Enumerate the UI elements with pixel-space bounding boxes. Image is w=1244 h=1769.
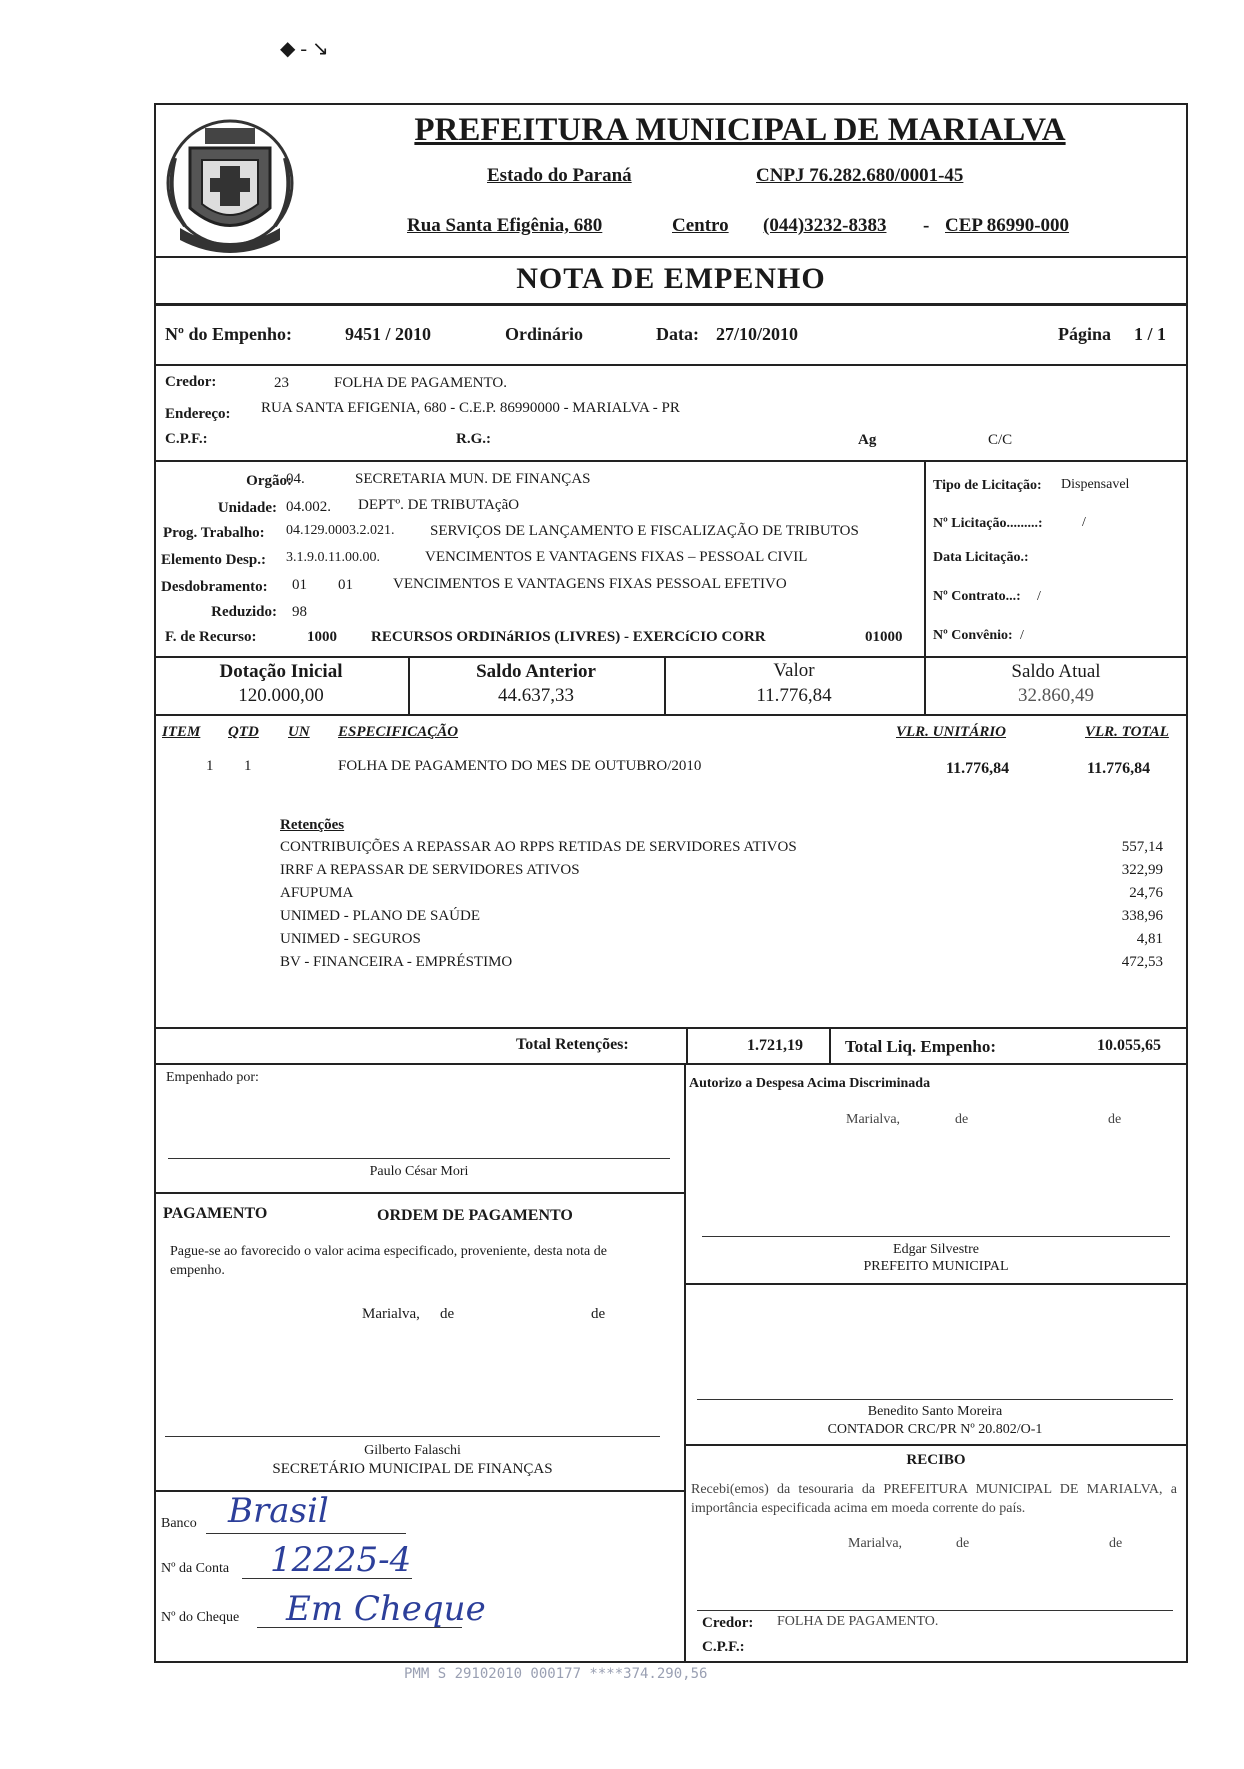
recibo-de-2: de xyxy=(1109,1536,1123,1551)
retencao-desc: IRRF A REPASSAR DE SERVIDORES ATIVOS xyxy=(280,862,580,878)
contrato-value: / xyxy=(1037,589,1041,604)
totals-top-line xyxy=(154,1027,1188,1029)
items-header-item: ITEM xyxy=(162,724,201,740)
recibo-title: RECIBO xyxy=(906,1452,966,1468)
recurso-code: 1000 xyxy=(307,629,337,645)
cheque-line xyxy=(257,1627,462,1628)
autorizo-place: Marialva, xyxy=(846,1112,901,1127)
recibo-de-1: de xyxy=(956,1536,970,1551)
empenho-page-label: Página xyxy=(1058,324,1112,344)
credor-address: RUA SANTA EFIGENIA, 680 - C.E.P. 86990000 - MARIALVA - PR xyxy=(261,400,680,416)
recibo-signature-line xyxy=(697,1610,1173,1611)
ordem-pagamento-label: ORDEM DE PAGAMENTO xyxy=(377,1207,573,1224)
elemento-label: Elemento Desp.: xyxy=(161,552,266,568)
pagamento-de-2: de xyxy=(591,1306,606,1322)
header-district: Centro xyxy=(672,215,729,236)
credor-code: 23 xyxy=(274,375,289,391)
convenio-value: / xyxy=(1020,628,1024,643)
reduzido-label: Reduzido: xyxy=(211,604,277,620)
valor-value: 11.776,84 xyxy=(756,685,832,706)
saldo-atual-label: Saldo Atual xyxy=(1011,661,1101,682)
empenhado-signature-line xyxy=(168,1158,670,1159)
retencao-desc: BV - FINANCEIRA - EMPRÉSTIMO xyxy=(280,954,513,970)
saldo-anterior-label: Saldo Anterior xyxy=(476,661,596,682)
header-state: Estado do Paraná xyxy=(487,165,632,186)
header-title: PREFEITURA MUNICIPAL DE MARIALVA xyxy=(414,112,1066,148)
prefeito-block-line xyxy=(684,1283,1188,1285)
prefeito-title: PREFEITO MUNICIPAL xyxy=(863,1259,1009,1274)
cc-label: C/C xyxy=(988,432,1013,448)
empenho-number-label: Nº do Empenho: xyxy=(165,324,292,344)
saldo-anterior-value: 44.637,33 xyxy=(498,685,574,706)
desdobramento-code1: 01 xyxy=(292,577,307,593)
licitacao-number-label: Nº Licitação.........: xyxy=(933,516,1043,531)
item-unit-price: 11.776,84 xyxy=(946,760,1010,777)
items-header-un: UN xyxy=(288,724,310,740)
total-liquido-value: 10.055,65 xyxy=(1097,1037,1161,1054)
credor-label: Credor: xyxy=(165,374,217,390)
empenho-page: 1 / 1 xyxy=(1134,324,1167,344)
prog-code: 04.129.0003.2.021. xyxy=(286,523,395,538)
secretario-signature-line xyxy=(165,1436,660,1437)
licitacao-number: / xyxy=(1082,515,1086,530)
cpf-label: C.P.F.: xyxy=(165,431,208,447)
pagamento-text: Pague-se ao favorecido o valor acima especificado, proveniente, desta nota de empenho. xyxy=(170,1244,607,1278)
prefeito-signature-line xyxy=(702,1236,1170,1237)
banco-line xyxy=(206,1533,406,1534)
retencao-value: 338,96 xyxy=(1121,908,1163,924)
licitacao-divider xyxy=(924,460,926,656)
autorizo-text: Autorizo a Despesa Acima Discriminada xyxy=(689,1076,931,1091)
pagamento-label: PAGAMENTO xyxy=(163,1205,268,1222)
header-phone: (044)3232-8383 xyxy=(763,215,887,236)
orgao-name: SECRETARIA MUN. DE FINANÇAS xyxy=(355,471,591,487)
autorizo-de-2: de xyxy=(1108,1112,1122,1127)
secretario-title: SECRETÁRIO MUNICIPAL DE FINANÇAS xyxy=(272,1461,553,1477)
retencao-value: 4,81 xyxy=(1136,931,1163,947)
recibo-block-line xyxy=(684,1444,1188,1446)
recibo-credor-label: Credor: xyxy=(702,1615,754,1631)
recibo-text: Recebi(emos) da tesouraria da PREFEITURA MUNICIPAL DE MARIALVA, a importância especificada acima em moeda corrente do país. xyxy=(691,1482,1177,1516)
elemento-name: VENCIMENTOS E VANTAGENS FIXAS – PESSOAL CIVIL xyxy=(425,549,808,565)
saldo-atual-value: 32.860,49 xyxy=(1018,685,1094,706)
recibo-place: Marialva, xyxy=(848,1536,903,1551)
credor-block-line xyxy=(154,460,1188,462)
licitacao-type: Dispensavel xyxy=(1061,477,1130,492)
scan-mark: ◆ - ↘ xyxy=(280,38,329,60)
prog-name: SERVIÇOS DE LANÇAMENTO E FISCALIZAÇÃO DE TRIBUTOS xyxy=(430,523,859,539)
empenho-date-label: Data: xyxy=(656,324,699,344)
totals-div-1 xyxy=(686,1027,688,1063)
signatures-divider xyxy=(684,1063,686,1663)
item-spec: FOLHA DE PAGAMENTO DO MES DE OUTUBRO/2010 xyxy=(338,758,702,774)
conta-line xyxy=(242,1578,412,1579)
cheque-handwritten: Em Cheque xyxy=(286,1589,486,1629)
retencao-value: 24,76 xyxy=(1129,885,1163,901)
totals-div-2 xyxy=(829,1027,831,1063)
unidade-name: DEPTº. DE TRIBUTAçãO xyxy=(358,497,520,513)
recurso-code2: 01000 xyxy=(865,629,903,645)
empenho-row-line xyxy=(154,364,1188,366)
retencao-value: 557,14 xyxy=(1121,839,1163,855)
desdobramento-code2: 01 xyxy=(338,577,353,593)
autorizo-de-1: de xyxy=(955,1112,969,1127)
address-label: Endereço: xyxy=(165,406,231,422)
rg-label: R.G.: xyxy=(456,431,491,447)
balances-top-line xyxy=(154,656,1188,658)
item-qtd: 1 xyxy=(244,758,252,774)
empenhado-block-line xyxy=(154,1192,684,1194)
header-cep: CEP 86990-000 xyxy=(945,215,1070,236)
prefeito-name: Edgar Silvestre xyxy=(893,1242,979,1257)
prog-label: Prog. Trabalho: xyxy=(163,525,265,541)
valor-label: Valor xyxy=(773,660,815,681)
total-retencoes-label: Total Retenções: xyxy=(516,1036,629,1053)
credor-name: FOLHA DE PAGAMENTO. xyxy=(334,375,507,391)
banco-label: Banco xyxy=(161,1516,197,1531)
contador-title: CONTADOR CRC/PR Nº 20.802/O-1 xyxy=(827,1422,1043,1437)
items-header-qtd: QTD xyxy=(228,724,259,740)
dotacao-label: Dotação Inicial xyxy=(219,661,343,682)
secretario-name: Gilberto Falaschi xyxy=(364,1443,461,1458)
desdobramento-label: Desdobramento: xyxy=(161,579,268,595)
ag-label: Ag xyxy=(858,432,877,448)
retencao-desc: CONTRIBUIÇÕES A REPASSAR AO RPPS RETIDAS DE SERVIDORES ATIVOS xyxy=(280,839,797,855)
pagamento-place: Marialva, xyxy=(362,1306,420,1322)
retencao-value: 472,53 xyxy=(1121,954,1163,970)
empenhado-label: Empenhado por: xyxy=(166,1070,259,1085)
convenio-label: Nº Convênio: xyxy=(933,628,1013,643)
orgao-code: 04. xyxy=(286,471,305,487)
contrato-label: Nº Contrato...: xyxy=(933,589,1021,604)
retencao-desc: AFUPUMA xyxy=(280,885,354,901)
contador-signature-line xyxy=(697,1399,1173,1400)
title-separator-line xyxy=(154,303,1188,306)
empenho-date: 27/10/2010 xyxy=(716,324,799,344)
desdobramento-name: VENCIMENTOS E VANTAGENS FIXAS PESSOAL EFETIVO xyxy=(393,576,787,592)
retencoes-title: Retenções xyxy=(280,817,345,833)
recibo-cpf-label: C.P.F.: xyxy=(702,1639,745,1655)
retencao-desc: UNIMED - PLANO DE SAÚDE xyxy=(280,908,480,924)
conta-label: Nº da Conta xyxy=(161,1561,230,1576)
contador-name: Benedito Santo Moreira xyxy=(867,1404,1003,1419)
licitacao-type-label: Tipo de Licitação: xyxy=(933,478,1042,493)
licitacao-date-label: Data Licitação.: xyxy=(933,550,1029,565)
orgao-label: Orgão: xyxy=(246,473,292,489)
header-address: Rua Santa Efigênia, 680 xyxy=(407,215,603,236)
header-separator: - xyxy=(923,215,930,236)
retencao-desc: UNIMED - SEGUROS xyxy=(280,931,421,947)
dotacao-value: 120.000,00 xyxy=(238,685,324,706)
items-header-spec: ESPECIFICAÇÃO xyxy=(338,724,459,740)
coat-of-arms-logo xyxy=(160,108,300,258)
total-liquido-label: Total Liq. Empenho: xyxy=(845,1037,996,1056)
document-title: NOTA DE EMPENHO xyxy=(516,262,826,295)
balances-bottom-line xyxy=(154,714,1188,716)
recibo-credor: FOLHA DE PAGAMENTO. xyxy=(777,1614,939,1629)
unidade-label: Unidade: xyxy=(217,500,277,516)
banco-handwritten: Brasil xyxy=(228,1491,329,1531)
item-total-price: 11.776,84 xyxy=(1087,760,1151,777)
conta-handwritten: 12225-4 xyxy=(270,1540,412,1580)
item-number: 1 xyxy=(206,758,214,774)
empenhado-name: Paulo César Mori xyxy=(369,1164,469,1179)
recurso-name: RECURSOS ORDINáRIOS (LIVRES) - EXERCíCIO CORR xyxy=(371,629,766,645)
totals-bottom-line xyxy=(154,1063,1188,1065)
total-retencoes-value: 1.721,19 xyxy=(747,1037,803,1054)
header-separator-line xyxy=(154,256,1188,258)
reduzido-value: 98 xyxy=(292,604,307,620)
items-header-total-price: VLR. TOTAL xyxy=(1085,724,1169,740)
footer-stamp: PMM S 29102010 000177 ****374.290,56 xyxy=(404,1666,708,1682)
empenho-type: Ordinário xyxy=(505,324,584,344)
pagamento-de-1: de xyxy=(440,1306,455,1322)
elemento-code: 3.1.9.0.11.00.00. xyxy=(286,550,380,565)
items-header-unit-price: VLR. UNITÁRIO xyxy=(896,724,1007,740)
header-cnpj: CNPJ 76.282.680/0001-45 xyxy=(756,165,964,186)
cheque-label: Nº do Cheque xyxy=(161,1610,240,1625)
retencao-value: 322,99 xyxy=(1121,862,1163,878)
unidade-code: 04.002. xyxy=(286,499,331,515)
empenho-number: 9451 / 2010 xyxy=(345,324,432,344)
recurso-label: F. de Recurso: xyxy=(165,629,257,645)
